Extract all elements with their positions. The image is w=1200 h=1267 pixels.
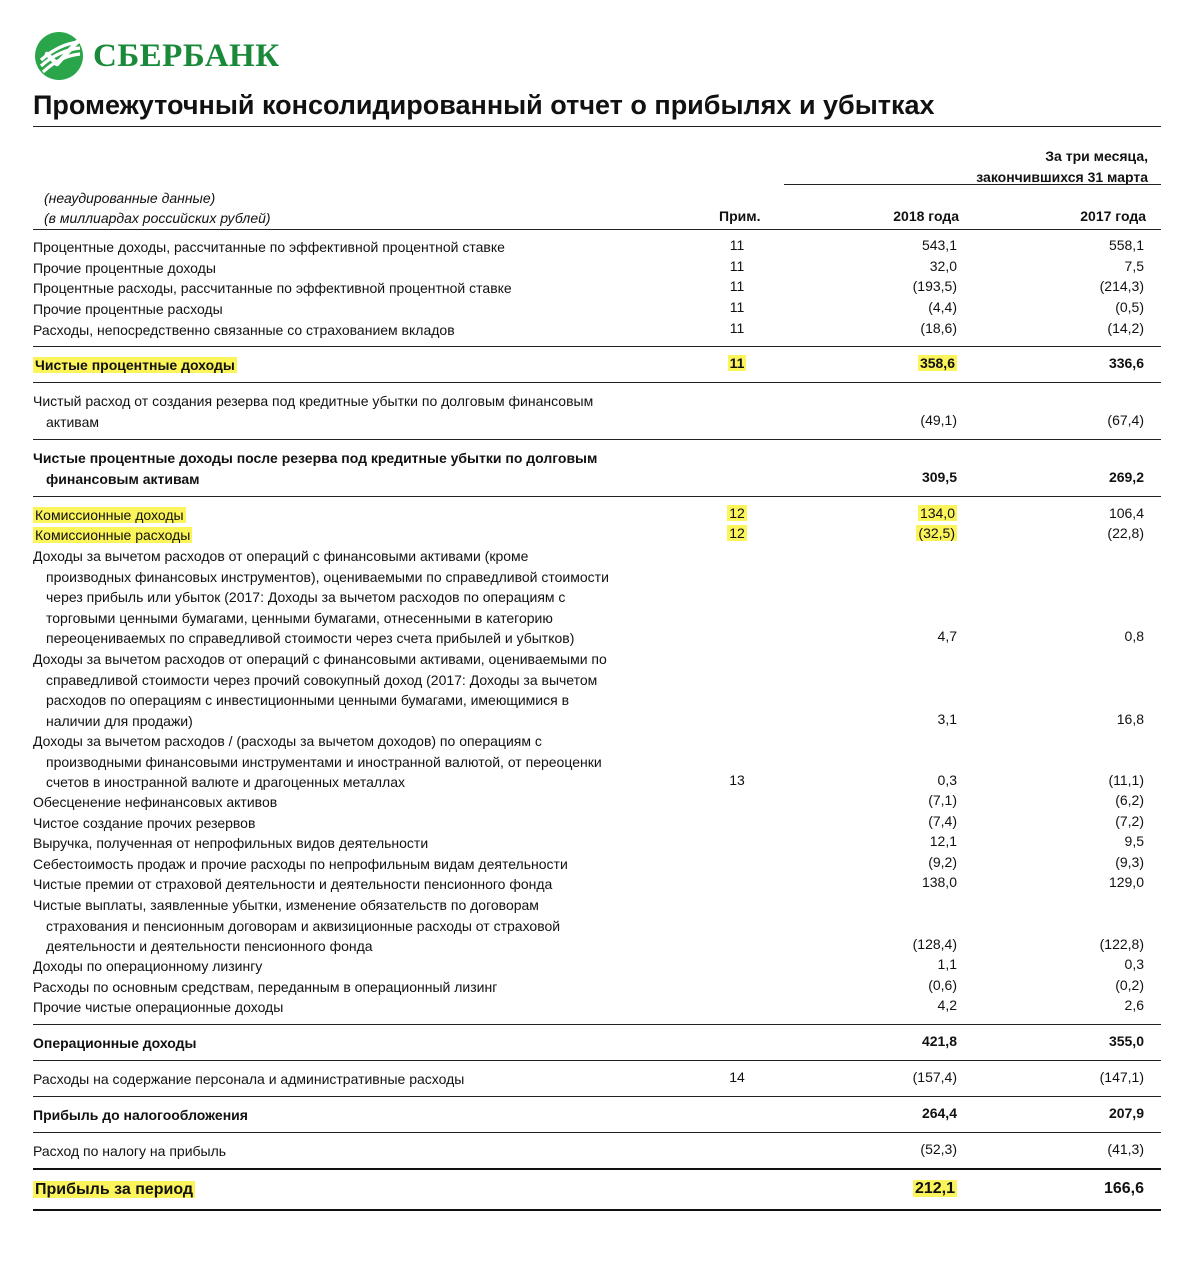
row-label-line: Прибыль за период — [35, 1181, 194, 1198]
row-label-line: наличии для продажи) — [46, 712, 193, 729]
row-label-line: Доходы за вычетом расходов / (расходы за вычетом доходов) по операциям с — [33, 733, 542, 749]
row-value-2017: (9,3) — [1115, 854, 1144, 870]
row-value-2017: 0,3 — [1124, 956, 1144, 972]
row-value-2017: 269,2 — [1108, 468, 1144, 485]
column-header-2018: 2018 года — [893, 208, 959, 224]
row-value-2017: 2,6 — [1124, 997, 1144, 1013]
row-note: 11 — [729, 355, 745, 371]
row-label-line: страхования и пенсионным договорам и аквизиционные расходы от страховой — [46, 917, 561, 934]
row-value-2017: 207,9 — [1108, 1105, 1144, 1121]
row-value-2017: (67,4) — [1107, 411, 1144, 428]
row-value-2017: (6,2) — [1115, 792, 1144, 808]
row-label-line: счетов в иностранной валюте и драгоценных металлах — [46, 774, 406, 790]
row-label-line: Чистые процентные доходы — [35, 357, 235, 373]
row-value-2017: (214,3) — [1099, 278, 1144, 294]
row-value-2018: 3,1 — [937, 710, 957, 727]
row-divider — [33, 439, 1161, 440]
row-label-line: активам — [46, 413, 99, 430]
row-value-2018: (32,5) — [918, 525, 955, 541]
row-value-2018: 12,1 — [929, 833, 957, 849]
row-value-2017: 129,0 — [1108, 874, 1144, 890]
row-value-2018: (9,2) — [928, 854, 957, 870]
row-label — [33, 278, 673, 299]
row-label — [33, 391, 673, 432]
row-label-line: Доходы за вычетом расходов от операций с финансовыми активами, оцениваемыми по — [33, 651, 607, 667]
row-value-2017: 558,1 — [1108, 237, 1144, 253]
period-line-1: За три месяца, — [1045, 148, 1148, 164]
row-label-line: Комиссионные доходы — [35, 507, 184, 523]
row-value-2018: 4,7 — [937, 628, 957, 644]
period-line-2: закончившихся 31 марта — [976, 169, 1148, 185]
row-label-line: Процентные расходы, рассчитанные по эффективной процентной ставке — [33, 280, 512, 296]
row-value-2017: (122,8) — [1099, 936, 1144, 952]
column-header-note: Прим. — [719, 208, 761, 224]
row-label — [33, 895, 673, 957]
row-label — [33, 546, 673, 649]
period-header — [976, 146, 1148, 188]
row-divider — [33, 1132, 1161, 1133]
units-line-1: (неаудированные данные) — [44, 190, 216, 206]
row-value-2018: (52,3) — [920, 1141, 957, 1157]
row-divider — [33, 1096, 1161, 1097]
row-label — [33, 874, 673, 895]
row-label-line: Комиссионные расходы — [35, 527, 191, 543]
row-label-line: Операционные доходы — [33, 1035, 197, 1051]
row-label-line: Расход по налогу на прибыль — [33, 1143, 227, 1159]
row-label-line: переоцениваемых по справедливой стоимости через счета прибылей и убытков) — [46, 630, 575, 646]
row-value-2017: (7,2) — [1115, 813, 1144, 829]
final-divider — [33, 1209, 1161, 1211]
row-note: 11 — [729, 320, 745, 336]
row-label-line: Расходы, непосредственно связанные со страхованием вкладов — [33, 322, 455, 338]
row-label — [33, 258, 673, 279]
row-divider — [33, 382, 1161, 383]
row-note: 14 — [729, 1069, 745, 1085]
row-value-2018: (7,4) — [928, 813, 957, 829]
row-value-2018: (18,6) — [920, 320, 957, 336]
row-value-2018: 309,5 — [921, 468, 957, 485]
row-label — [33, 525, 673, 546]
row-value-2018: 134,0 — [919, 505, 955, 521]
row-label-line: Доходы за вычетом расходов от операций с финансовыми активами (кроме — [33, 548, 529, 564]
row-label-line: Прибыль до налогообложения — [33, 1107, 248, 1123]
row-label-line: финансовым активам — [46, 470, 200, 487]
row-value-2018: 543,1 — [921, 237, 957, 253]
row-label — [33, 731, 673, 793]
row-value-2017: 166,6 — [1103, 1180, 1144, 1197]
row-value-2017: (41,3) — [1107, 1141, 1144, 1157]
row-note: 11 — [729, 237, 745, 253]
row-label-line: Чистое создание прочих резервов — [33, 815, 256, 831]
row-value-2018: 421,8 — [921, 1033, 957, 1049]
row-value-2018: (193,5) — [912, 278, 957, 294]
row-label-line: Чистые премии от страховой деятельности и деятельности пенсионного фонда — [33, 876, 553, 892]
row-divider — [33, 346, 1161, 347]
row-label-line: Выручка, полученная от непрофильных видов деятельности — [33, 835, 429, 851]
row-value-2017: 16,8 — [1116, 710, 1144, 727]
row-label-line: расходов по операциям с инвестиционными ценными бумагами, имеющимися в — [46, 692, 570, 708]
row-label-line: Прочие процентные расходы — [33, 301, 223, 317]
row-label-line: Процентные доходы, рассчитанные по эффективной процентной ставке — [33, 239, 505, 255]
row-label — [33, 505, 673, 526]
row-label-line: Прочие чистые операционные доходы — [33, 999, 284, 1015]
row-value-2018: (0,6) — [928, 977, 957, 993]
row-label — [33, 813, 673, 834]
row-value-2017: 9,5 — [1124, 833, 1144, 849]
row-value-2017: 7,5 — [1124, 258, 1144, 274]
row-value-2018: (49,1) — [920, 411, 957, 428]
row-label — [33, 1069, 673, 1090]
row-value-2017: 106,4 — [1108, 505, 1144, 521]
row-note: 12 — [729, 525, 745, 541]
brand-name: СБЕРБАНК — [93, 37, 280, 74]
row-label — [33, 320, 673, 341]
row-value-2018: 264,4 — [921, 1105, 957, 1121]
title-divider — [33, 126, 1161, 127]
sberbank-logo-icon — [33, 30, 85, 82]
row-label — [33, 448, 673, 489]
row-value-2017: 0,8 — [1124, 628, 1144, 644]
row-label — [33, 977, 673, 998]
row-label-line: справедливой стоимости через прочий совокупный доход (2017: Доходы за вычетом — [46, 671, 598, 688]
row-label-line: Чистые выплаты, заявленные убытки, изменение обязательств по договорам — [33, 897, 539, 913]
row-label — [33, 649, 673, 731]
row-value-2017: (22,8) — [1107, 525, 1144, 541]
row-divider — [33, 496, 1161, 497]
row-value-2018: (128,4) — [912, 936, 957, 952]
row-value-2018: 32,0 — [929, 258, 957, 274]
row-label-line: производными финансовыми инструментами и иностранной валютой, от переоценки — [46, 753, 602, 770]
row-divider — [33, 1168, 1161, 1170]
row-label — [33, 1105, 673, 1126]
row-label-line: деятельности и деятельности пенсионного фонда — [46, 938, 373, 954]
sberbank-logo — [33, 30, 280, 82]
row-value-2018: 0,3 — [937, 772, 957, 788]
row-value-2017: (0,5) — [1115, 299, 1144, 315]
row-label — [33, 997, 673, 1018]
row-value-2018: (4,4) — [928, 299, 957, 315]
row-note: 11 — [729, 299, 745, 315]
row-label — [33, 854, 673, 875]
row-label-line: Чистый расход от создания резерва под кредитные убытки по долговым финансовым — [33, 393, 594, 409]
row-value-2018: 212,1 — [914, 1180, 955, 1197]
row-divider — [33, 1060, 1161, 1061]
row-value-2017: (0,2) — [1115, 977, 1144, 993]
row-label — [33, 1033, 673, 1054]
row-label-line: Расходы на содержание персонала и административные расходы — [33, 1071, 465, 1087]
row-label-line: Доходы по операционному лизингу — [33, 958, 263, 974]
row-label-line: Чистые процентные доходы после резерва под кредитные убытки по долговым — [33, 450, 598, 466]
row-label — [33, 1141, 673, 1162]
row-label — [33, 299, 673, 320]
row-label — [33, 355, 673, 376]
row-divider — [33, 1024, 1161, 1025]
row-value-2018: (7,1) — [928, 792, 957, 808]
report-title: Промежуточный консолидированный отчет о прибылях и убытках — [33, 90, 935, 120]
row-note: 13 — [729, 772, 745, 788]
units-line-2: (в миллиардах российских рублей) — [44, 210, 271, 226]
row-label-line: через прибыль или убыток (2017: Доходы за вычетом расходов по операциям с — [46, 589, 566, 605]
row-value-2017: (14,2) — [1107, 320, 1144, 336]
row-value-2018: 358,6 — [919, 355, 955, 371]
row-label-line: производных финансовых инструментов), оцениваемыми по справедливой стоимости — [46, 568, 609, 585]
column-header-2017: 2017 года — [1080, 208, 1146, 224]
row-label-line: Прочие процентные доходы — [33, 260, 216, 276]
row-value-2017: (147,1) — [1099, 1069, 1144, 1085]
row-note: 11 — [729, 258, 745, 274]
row-label — [33, 1180, 673, 1201]
row-value-2017: 336,6 — [1108, 355, 1144, 371]
row-value-2017: (11,1) — [1108, 772, 1144, 788]
row-label-line: Себестоимость продаж и прочие расходы по непрофильным видам деятельности — [33, 856, 568, 872]
header-divider — [33, 229, 1161, 230]
row-note: 12 — [729, 505, 745, 521]
row-value-2018: (157,4) — [912, 1069, 957, 1085]
row-label-line: Расходы по основным средствам, переданным в операционный лизинг — [33, 979, 498, 995]
units-note — [44, 188, 271, 228]
row-label-line: торговыми ценными бумагами, ценными бумагами, отнесенными в категорию — [46, 609, 553, 626]
row-label — [33, 956, 673, 977]
row-label — [33, 237, 673, 258]
row-value-2018: 4,2 — [937, 997, 957, 1013]
row-label-line: Обесценение нефинансовых активов — [33, 794, 278, 810]
period-divider — [784, 184, 1161, 185]
row-label — [33, 833, 673, 854]
row-note: 11 — [729, 278, 745, 294]
row-value-2017: 355,0 — [1108, 1033, 1144, 1049]
row-label — [33, 792, 673, 813]
row-value-2018: 1,1 — [937, 956, 957, 972]
row-value-2018: 138,0 — [921, 874, 957, 890]
